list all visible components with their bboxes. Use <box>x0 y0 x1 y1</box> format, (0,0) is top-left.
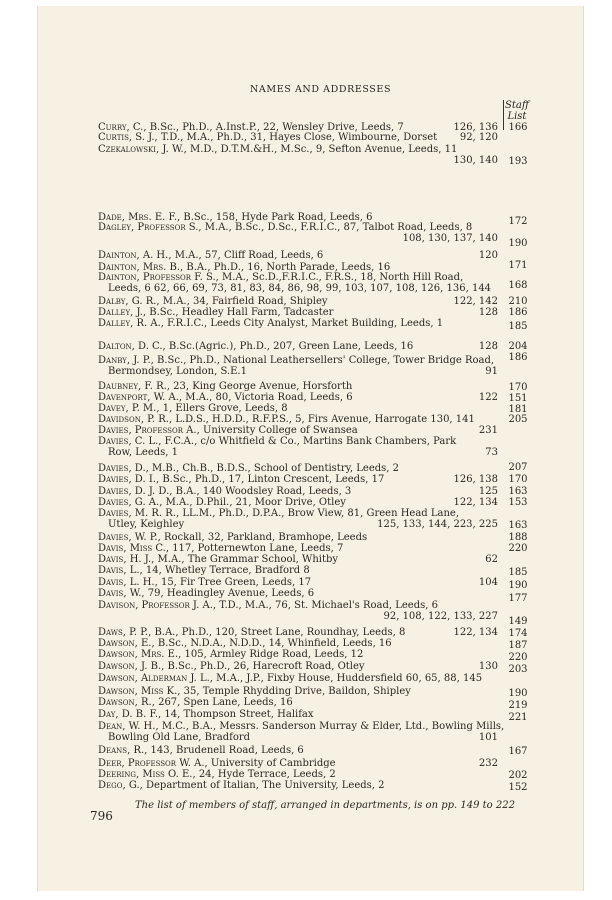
entry-line <box>98 486 498 497</box>
entry-name: Davis, H. J., <box>98 554 158 565</box>
staff-list-number: 174 <box>508 628 528 639</box>
entry-line <box>98 697 498 708</box>
entry-line <box>98 519 498 530</box>
entry-text: F.R.I.C., Leeds City Analyst, Market Building, Leeds, 1 <box>167 318 444 329</box>
entry-name: Dawson, R., <box>98 697 159 708</box>
entry-pages: 232 <box>478 758 498 769</box>
entry-name: Dalley, J., <box>98 307 150 318</box>
page-header: NAMES AND ADDRESSES <box>250 84 392 95</box>
staff-list-number: 190 <box>508 238 528 249</box>
list-label: List <box>507 111 527 122</box>
staff-list-number: 204 186 <box>508 341 528 363</box>
staff-list-number: 167 <box>508 746 528 757</box>
list-item <box>98 355 498 377</box>
list-item <box>98 532 498 543</box>
list-item <box>98 721 505 743</box>
entry-text: M.A., B.Sc., D.Sc., F.R.I.C., 87, Talbot Road, Leeds, 8 <box>204 222 473 233</box>
staff-list-number: 171 <box>508 260 528 271</box>
entry-name: Davidson, P. R., <box>98 414 176 425</box>
staff-list-number: 152 <box>508 782 528 793</box>
list-item <box>98 661 498 672</box>
staff-list-number: 193 <box>508 156 528 167</box>
list-item <box>98 709 498 720</box>
staff-list-number: 181 <box>508 404 528 415</box>
staff-list-number: 187 <box>508 640 528 651</box>
entry-pages: 128 <box>478 307 498 318</box>
list-item <box>98 392 498 403</box>
entry-text: B.Sc., Ph.D., A.Inst.P., 22, Wensley Drive, Leeds, 7 <box>149 122 404 133</box>
entry-text: 15, Fir Tree Green, Leeds, 17 <box>160 577 312 588</box>
entry-name: Dagley, Professor S., <box>98 222 205 233</box>
staff-list-number: 168 <box>508 280 528 291</box>
entry-name: Davies, M. R. R., <box>98 508 183 519</box>
staff-list-number: 163 <box>508 520 528 531</box>
entry-text: 105, Armley Ridge Road, Leeds, 12 <box>184 649 364 660</box>
entry-name: Dawson, E., <box>98 638 158 649</box>
entry-text: B.Sc., Ph.D., National Leathersellers' College, Tower Bridge Road, <box>157 355 495 366</box>
entry-name: Day, D. B. F., <box>98 709 165 720</box>
entry-name: Dawson, J. B., <box>98 661 168 672</box>
entry-pages: 128 <box>478 341 498 352</box>
entry-text: B.Sc.(Agric.), Ph.D., 207, Green Lane, Leeds, 16 <box>168 341 414 352</box>
entry-line <box>98 436 498 447</box>
entry-name: Curry, C., <box>98 122 150 133</box>
list-item <box>98 508 498 530</box>
entry-name: Daws, P. P., <box>98 627 155 638</box>
entry-name: Davies, D. J. D., <box>98 486 176 497</box>
entry-pages: 91 <box>485 366 498 377</box>
list-item <box>98 497 498 508</box>
entry-name: Davenport, W. A., <box>98 392 186 403</box>
entry-line <box>98 272 498 283</box>
list-item <box>98 745 498 756</box>
entry-name: Davis, L. H., <box>98 577 161 588</box>
entry-line <box>98 463 498 474</box>
entry-pages: 122, 134 <box>453 627 498 638</box>
entry-name: Davies, C. L., <box>98 436 165 447</box>
list-item <box>98 686 498 697</box>
entry-text: Rockall, 32, Parkland, Bramhope, Leeds <box>163 532 368 543</box>
list-item <box>98 638 498 649</box>
entry-line <box>98 508 498 519</box>
entry-text: M.D., D.T.M.&H., M.Sc., 9, Sefton Avenue, Leeds, 11 <box>190 144 458 155</box>
entry-line <box>98 554 498 565</box>
entry-pages: 126, 138 <box>453 474 498 485</box>
entry-line <box>98 780 498 791</box>
entry-text: M.A., Sc.D.,F.R.I.C., F.R.S., 18, North Hill Road, <box>221 272 464 283</box>
entry-pages: 104 <box>478 577 498 588</box>
list-item <box>98 565 498 576</box>
list-item <box>98 758 498 769</box>
entry-line <box>98 132 498 143</box>
entry-name: Danby, J. P., <box>98 355 158 366</box>
entry-text: B.Sc., 158, Hyde Park Road, Leeds, 6 <box>183 212 373 223</box>
staff-list-number: 185 <box>508 567 528 578</box>
entry-line <box>98 355 498 366</box>
entry-text: B.A., 140 Woodsley Road, Leeds, 3 <box>175 486 352 497</box>
entry-text: 23, King George Avenue, Horsforth <box>173 381 353 392</box>
entry-text: M.A., 34, Fairfield Road, Shipley <box>162 296 328 307</box>
entry-name: Davis, Miss C., <box>98 543 173 554</box>
staff-list-number: 202 <box>508 770 528 781</box>
staff-list-number: 170 <box>508 382 528 393</box>
entry-line <box>98 425 498 436</box>
entry-line <box>98 588 498 599</box>
entry-name: Dean, W. H., <box>98 721 162 732</box>
entry-pages: 108, 130, 137, 140 <box>402 233 498 244</box>
staff-list-number: 186 <box>508 307 528 318</box>
list-item <box>98 296 498 307</box>
entry-text: F.C.A., c/o Whitfield & Co., Martins Bank Chambers, Park <box>164 436 457 447</box>
staff-list-number: 151 <box>508 393 528 404</box>
entry-pages: 125 <box>478 486 498 497</box>
entry-name: Deans, R., <box>98 745 151 756</box>
entry-text: Department of Italian, The University, Leeds, 2 <box>145 780 385 791</box>
entry-text: 1, Ellers Grove, Leeds, 8 <box>162 403 288 414</box>
staff-list-number: 166 <box>508 122 528 133</box>
staff-list-number: 172 <box>508 216 528 227</box>
entry-text: 117, Potternewton Lane, Leeds, 7 <box>172 543 344 554</box>
entry-pages: 126, 136 <box>453 122 498 133</box>
entry-name: Davies, D., <box>98 463 153 474</box>
entry-text: University College of Swansea <box>202 425 358 436</box>
list-item <box>98 600 498 622</box>
entry-name: Czekalowski, J. W., <box>98 144 191 155</box>
entry-line <box>98 565 498 576</box>
list-item <box>98 463 498 474</box>
staff-list-number: 190 <box>508 580 528 591</box>
list-item <box>98 436 498 458</box>
staff-label: Staff <box>505 100 529 111</box>
list-item <box>98 627 498 638</box>
list-item <box>98 307 498 318</box>
staff-list-number: 177 <box>508 593 528 604</box>
staff-list-number: 205 <box>508 414 528 425</box>
entry-line <box>98 577 498 588</box>
list-item <box>98 769 498 780</box>
entry-text: T.D., M.A., 76, St. Michael's Road, Leeds, 6 <box>219 600 438 611</box>
entry-line <box>98 600 498 611</box>
entry-line <box>98 532 498 543</box>
entry-text: M.A., 80, Victoria Road, Leeds, 6 <box>185 392 353 403</box>
entry-name: Davison, Professor J. A., <box>98 600 220 611</box>
entry-text: M.A., 57, Cliff Road, Leeds, 6 <box>174 250 324 261</box>
entry-text: B.Sc., Headley Hall Farm, Tadcaster <box>149 307 334 318</box>
entry-name: Dalton, D. C., <box>98 341 169 352</box>
entry-text: B.A., Ph.D., 16, North Parade, Leeds, 16 <box>186 262 391 273</box>
staff-list-number: 190 <box>508 688 528 699</box>
entry-name: Dawson, Miss K., <box>98 686 184 697</box>
entry-line <box>98 222 498 233</box>
entry-line <box>98 144 498 155</box>
entry-line <box>98 709 498 720</box>
staff-list-number: 207 <box>508 462 528 473</box>
entry-name: Dainton, A. H., <box>98 250 175 261</box>
entry-text: 267, Spen Lane, Leeds, 16 <box>158 697 293 708</box>
list-item <box>98 144 498 166</box>
entry-line <box>98 341 498 352</box>
entry-line <box>98 732 498 743</box>
entry-name: Dalby, G. R., <box>98 296 163 307</box>
entry-line <box>98 283 498 294</box>
entry-text: 79, Headingley Avenue, Leeds, 6 <box>147 588 315 599</box>
entry-text: M.A., The Grammar School, Whitby <box>157 554 339 565</box>
entry-pages: 130, 140 <box>453 155 498 166</box>
list-item <box>98 341 498 352</box>
entry-line <box>98 250 498 261</box>
entry-line <box>98 474 498 485</box>
entry-text: Leeds, 6 62, 66, 69, 73, 81, 83, 84, 86, 98, 99, 103, 107, 108, 126, 136, 144 <box>108 283 492 294</box>
entry-line <box>98 543 498 554</box>
staff-list-number: 149 <box>508 616 528 627</box>
entry-text: M.C., B.A., Messrs. Sanderson Murray & Elder, Ltd., Bowling Mills, <box>161 721 505 732</box>
entry-name: Curtis, S. J., <box>98 132 161 143</box>
footer-note: The list of members of staff, arranged in departments, is on pp. 149 to 222 <box>135 800 515 811</box>
entry-line <box>98 392 498 403</box>
list-item <box>98 554 498 565</box>
entry-name: Davis, L., <box>98 565 146 576</box>
entry-name: Davies, W. P., <box>98 532 164 543</box>
entry-pages: 92, 108, 122, 133, 227 <box>383 611 498 622</box>
entry-text: Utley, Keighley <box>108 519 185 530</box>
list-item <box>98 272 498 294</box>
list-item <box>98 403 498 414</box>
entry-name: Daubney, F. R., <box>98 381 174 392</box>
entry-pages: 130 <box>478 661 498 672</box>
entry-line <box>98 307 498 318</box>
entry-text: M.A., D.Phil., 21, Moor Drive, Otley <box>165 497 346 508</box>
entry-pages: 122, 142 <box>453 296 498 307</box>
staff-list-number: 221 <box>508 712 528 723</box>
entry-line <box>98 769 498 780</box>
entry-line <box>98 673 498 684</box>
staff-list-number: 203 <box>508 664 528 675</box>
staff-list-number: 188 <box>508 532 528 543</box>
list-item <box>98 250 498 261</box>
list-item <box>98 673 498 684</box>
list-item <box>98 414 498 425</box>
list-item <box>98 474 498 485</box>
entry-pages: 125, 133, 144, 223, 225 <box>377 519 498 530</box>
entry-text: 14, Whetley Terrace, Bradford 8 <box>145 565 310 576</box>
entry-line <box>98 686 498 697</box>
staff-list-number: 210 <box>508 296 528 307</box>
entry-text: M.A., J.P., Fixby House, Huddersfield 60, 65, 88, 145 <box>216 673 483 684</box>
staff-list-number: 153 <box>508 497 528 508</box>
list-item <box>98 381 498 392</box>
list-item <box>98 577 498 588</box>
entry-line <box>98 381 498 392</box>
entry-line <box>98 627 498 638</box>
list-item <box>98 132 498 143</box>
entry-line <box>98 649 498 660</box>
staff-list-number: 220 <box>508 652 528 663</box>
entry-pages: 122, 134 <box>453 497 498 508</box>
entry-line <box>98 447 498 458</box>
staff-list-number: 185 <box>508 321 528 332</box>
entry-text: B.Sc., Ph.D., 17, Linton Crescent, Leeds, 17 <box>162 474 385 485</box>
entry-line <box>98 758 498 769</box>
entry-text: Row, Leeds, 1 <box>108 447 179 458</box>
entry-pages: 122 <box>478 392 498 403</box>
entry-pages: 92, 120 <box>459 132 498 143</box>
staff-list-number: 219 <box>508 700 528 711</box>
entry-name: Davies, G. A., <box>98 497 166 508</box>
staff-list-number: 163 <box>508 486 528 497</box>
entry-line <box>98 497 498 508</box>
entry-pages: 101 <box>478 732 498 743</box>
entry-text: Bowling Old Lane, Bradford <box>108 732 251 743</box>
entry-text: L.D.S., H.D.D., R.F.P.S., 5, Firs Avenue, Harrogate 130, 141 <box>175 414 475 425</box>
entry-line <box>98 721 505 732</box>
entry-text: Bermondsey, London, S.E.1 <box>108 366 247 377</box>
list-item <box>98 318 498 329</box>
entry-text: 143, Brudenell Road, Leeds, 6 <box>150 745 304 756</box>
entry-line <box>98 366 498 377</box>
entry-name: Dainton, Mrs. B., <box>98 262 187 273</box>
entry-name: Deering, Miss O. E., <box>98 769 199 780</box>
entry-name: Davey, P. M., <box>98 403 163 414</box>
list-item <box>98 486 498 497</box>
entry-name: Dawson, Mrs. E., <box>98 649 185 660</box>
entry-line <box>98 403 498 414</box>
entry-text: 35, Temple Rhydding Drive, Baildon, Shipley <box>183 686 411 697</box>
entry-name: Dade, Mrs. E. F., <box>98 212 184 223</box>
list-item <box>98 780 498 791</box>
list-item <box>98 222 498 244</box>
entry-name: Davies, Professor A., <box>98 425 203 436</box>
entry-text: B.Sc., Ph.D., 26, Harecroft Road, Otley <box>167 661 365 672</box>
entry-text: T.D., M.A., Ph.D., 31, Hayes Close, Wimbourne, Dorset <box>160 132 438 143</box>
list-item <box>98 425 498 436</box>
entry-name: Davies, D. I., <box>98 474 163 485</box>
entry-text: 14, Thompson Street, Halifax <box>164 709 314 720</box>
list-item <box>98 588 498 599</box>
entry-line <box>98 318 498 329</box>
entry-name: Davis, W., <box>98 588 148 599</box>
entry-pages: 62 <box>485 554 498 565</box>
entry-pages: 120 <box>478 250 498 261</box>
list-item <box>98 649 498 660</box>
entry-line <box>98 638 498 649</box>
entry-name: Dawson, Alderman J. L., <box>98 673 217 684</box>
entry-name: Deer, Professor W. A., <box>98 758 211 769</box>
entry-text: B.Sc., N.D.A., N.D.D., 14, Whinfield, Leeds, 16 <box>157 638 392 649</box>
entry-line <box>98 745 498 756</box>
entry-line <box>98 414 498 425</box>
list-item <box>98 697 498 708</box>
entry-text: B.A., Ph.D., 120, Street Lane, Roundhay, Leeds, 8 <box>154 627 406 638</box>
entry-text: 24, Hyde Terrace, Leeds, 2 <box>198 769 336 780</box>
entry-text: LL.M., Ph.D., D.P.A., Brow View, 81, Green Head Lane, <box>182 508 460 519</box>
entry-pages: 231 <box>478 425 498 436</box>
list-item <box>98 543 498 554</box>
entry-name: Dainton, Professor F. S., <box>98 272 222 283</box>
staff-list-number: 170 <box>508 474 528 485</box>
staff-list-number: 220 <box>508 543 528 554</box>
staff-list-header <box>505 100 529 122</box>
entry-text: M.B., Ch.B., B.D.S., School of Dentistry, Leeds, 2 <box>152 463 400 474</box>
entry-pages: 73 <box>485 447 498 458</box>
entry-name: Dalley, R. A., <box>98 318 168 329</box>
entry-name: Dego, G., <box>98 780 146 791</box>
entry-text: University of Cambridge <box>210 758 336 769</box>
page-number: 796 <box>90 809 113 823</box>
entry-line <box>98 296 498 307</box>
entry-line <box>98 661 498 672</box>
